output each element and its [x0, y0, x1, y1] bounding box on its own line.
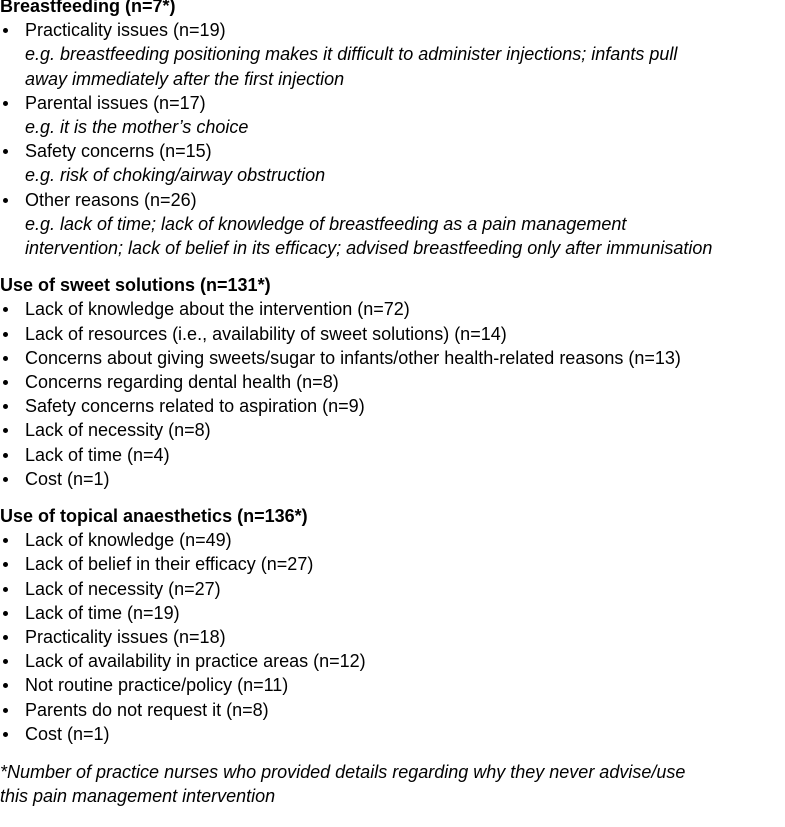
reason-list: [0, 528, 785, 746]
item-label: Cost (n=1): [25, 468, 110, 489]
footnote: *Number of practice nurses who provided details regarding why they never advise/use this pain management intervention: [0, 762, 686, 807]
list-item: [0, 528, 785, 552]
item-label: Parents do not request it (n=8): [25, 699, 269, 720]
list-item: [0, 601, 785, 625]
list-item: [0, 370, 785, 394]
list-item: [0, 91, 785, 139]
item-example: e.g. it is the mother’s choice: [25, 117, 249, 138]
item-label: Safety concerns related to aspiration (n=9): [25, 396, 365, 417]
list-item: [0, 552, 785, 576]
reason-list: [0, 297, 785, 491]
section-sweet-solutions: [0, 273, 785, 491]
list-item: [0, 346, 785, 370]
section-title: Use of sweet solutions (n=131*): [0, 275, 271, 296]
list-item: [0, 673, 785, 697]
item-label: Safety concerns (n=15): [25, 141, 212, 162]
reason-list: [0, 18, 785, 260]
item-label: Lack of knowledge (n=49): [25, 530, 232, 551]
item-label: Lack of time (n=4): [25, 444, 170, 465]
list-item: [0, 322, 785, 346]
list-item: [0, 297, 785, 321]
item-example: e.g. breastfeeding positioning makes it difficult to administer injections; infants pull away immediately after the first injection: [25, 44, 678, 89]
section-title: Breastfeeding (n=7*): [0, 0, 176, 16]
list-item: [0, 722, 785, 746]
list-item: [0, 698, 785, 722]
item-label: Lack of belief in their efficacy (n=27): [25, 554, 314, 575]
item-label: Lack of knowledge about the intervention (n=72): [25, 299, 410, 320]
item-label: Lack of necessity (n=27): [25, 578, 221, 599]
item-example: e.g. lack of time; lack of knowledge of breastfeeding as a pain management intervention; lack of belief in its efficacy; advised breastfeeding only after immunisation: [25, 213, 713, 259]
list-item: [0, 649, 785, 673]
item-label: Lack of necessity (n=8): [25, 420, 211, 441]
list-item: [0, 139, 785, 187]
section-topical-anaesthetics: [0, 504, 785, 746]
item-label: Not routine practice/policy (n=11): [25, 675, 289, 696]
list-item: [0, 577, 785, 601]
section-breastfeeding: [0, 0, 785, 260]
item-label: Practicality issues (n=18): [25, 627, 226, 648]
item-label: Other reasons (n=26): [25, 189, 197, 210]
item-label: Parental issues (n=17): [25, 92, 206, 113]
item-label: Concerns about giving sweets/sugar to infants/other health-related reasons (n=13): [25, 347, 681, 368]
item-example: e.g. risk of choking/airway obstruction: [25, 165, 326, 186]
list-item: [0, 418, 785, 442]
item-label: Cost (n=1): [25, 723, 110, 744]
list-item: [0, 443, 785, 467]
item-label: Practicality issues (n=19): [25, 20, 226, 41]
item-label: Lack of availability in practice areas (n=12): [25, 651, 366, 672]
list-item: [0, 188, 785, 261]
section-title: Use of topical anaesthetics (n=136*): [0, 506, 308, 527]
list-item: [0, 467, 785, 491]
list-item: [0, 18, 785, 91]
item-label: Concerns regarding dental health (n=8): [25, 372, 339, 393]
list-item: [0, 625, 785, 649]
item-label: Lack of time (n=19): [25, 602, 180, 623]
item-label: Lack of resources (i.e., availability of sweet solutions) (n=14): [25, 323, 507, 344]
list-item: [0, 394, 785, 418]
